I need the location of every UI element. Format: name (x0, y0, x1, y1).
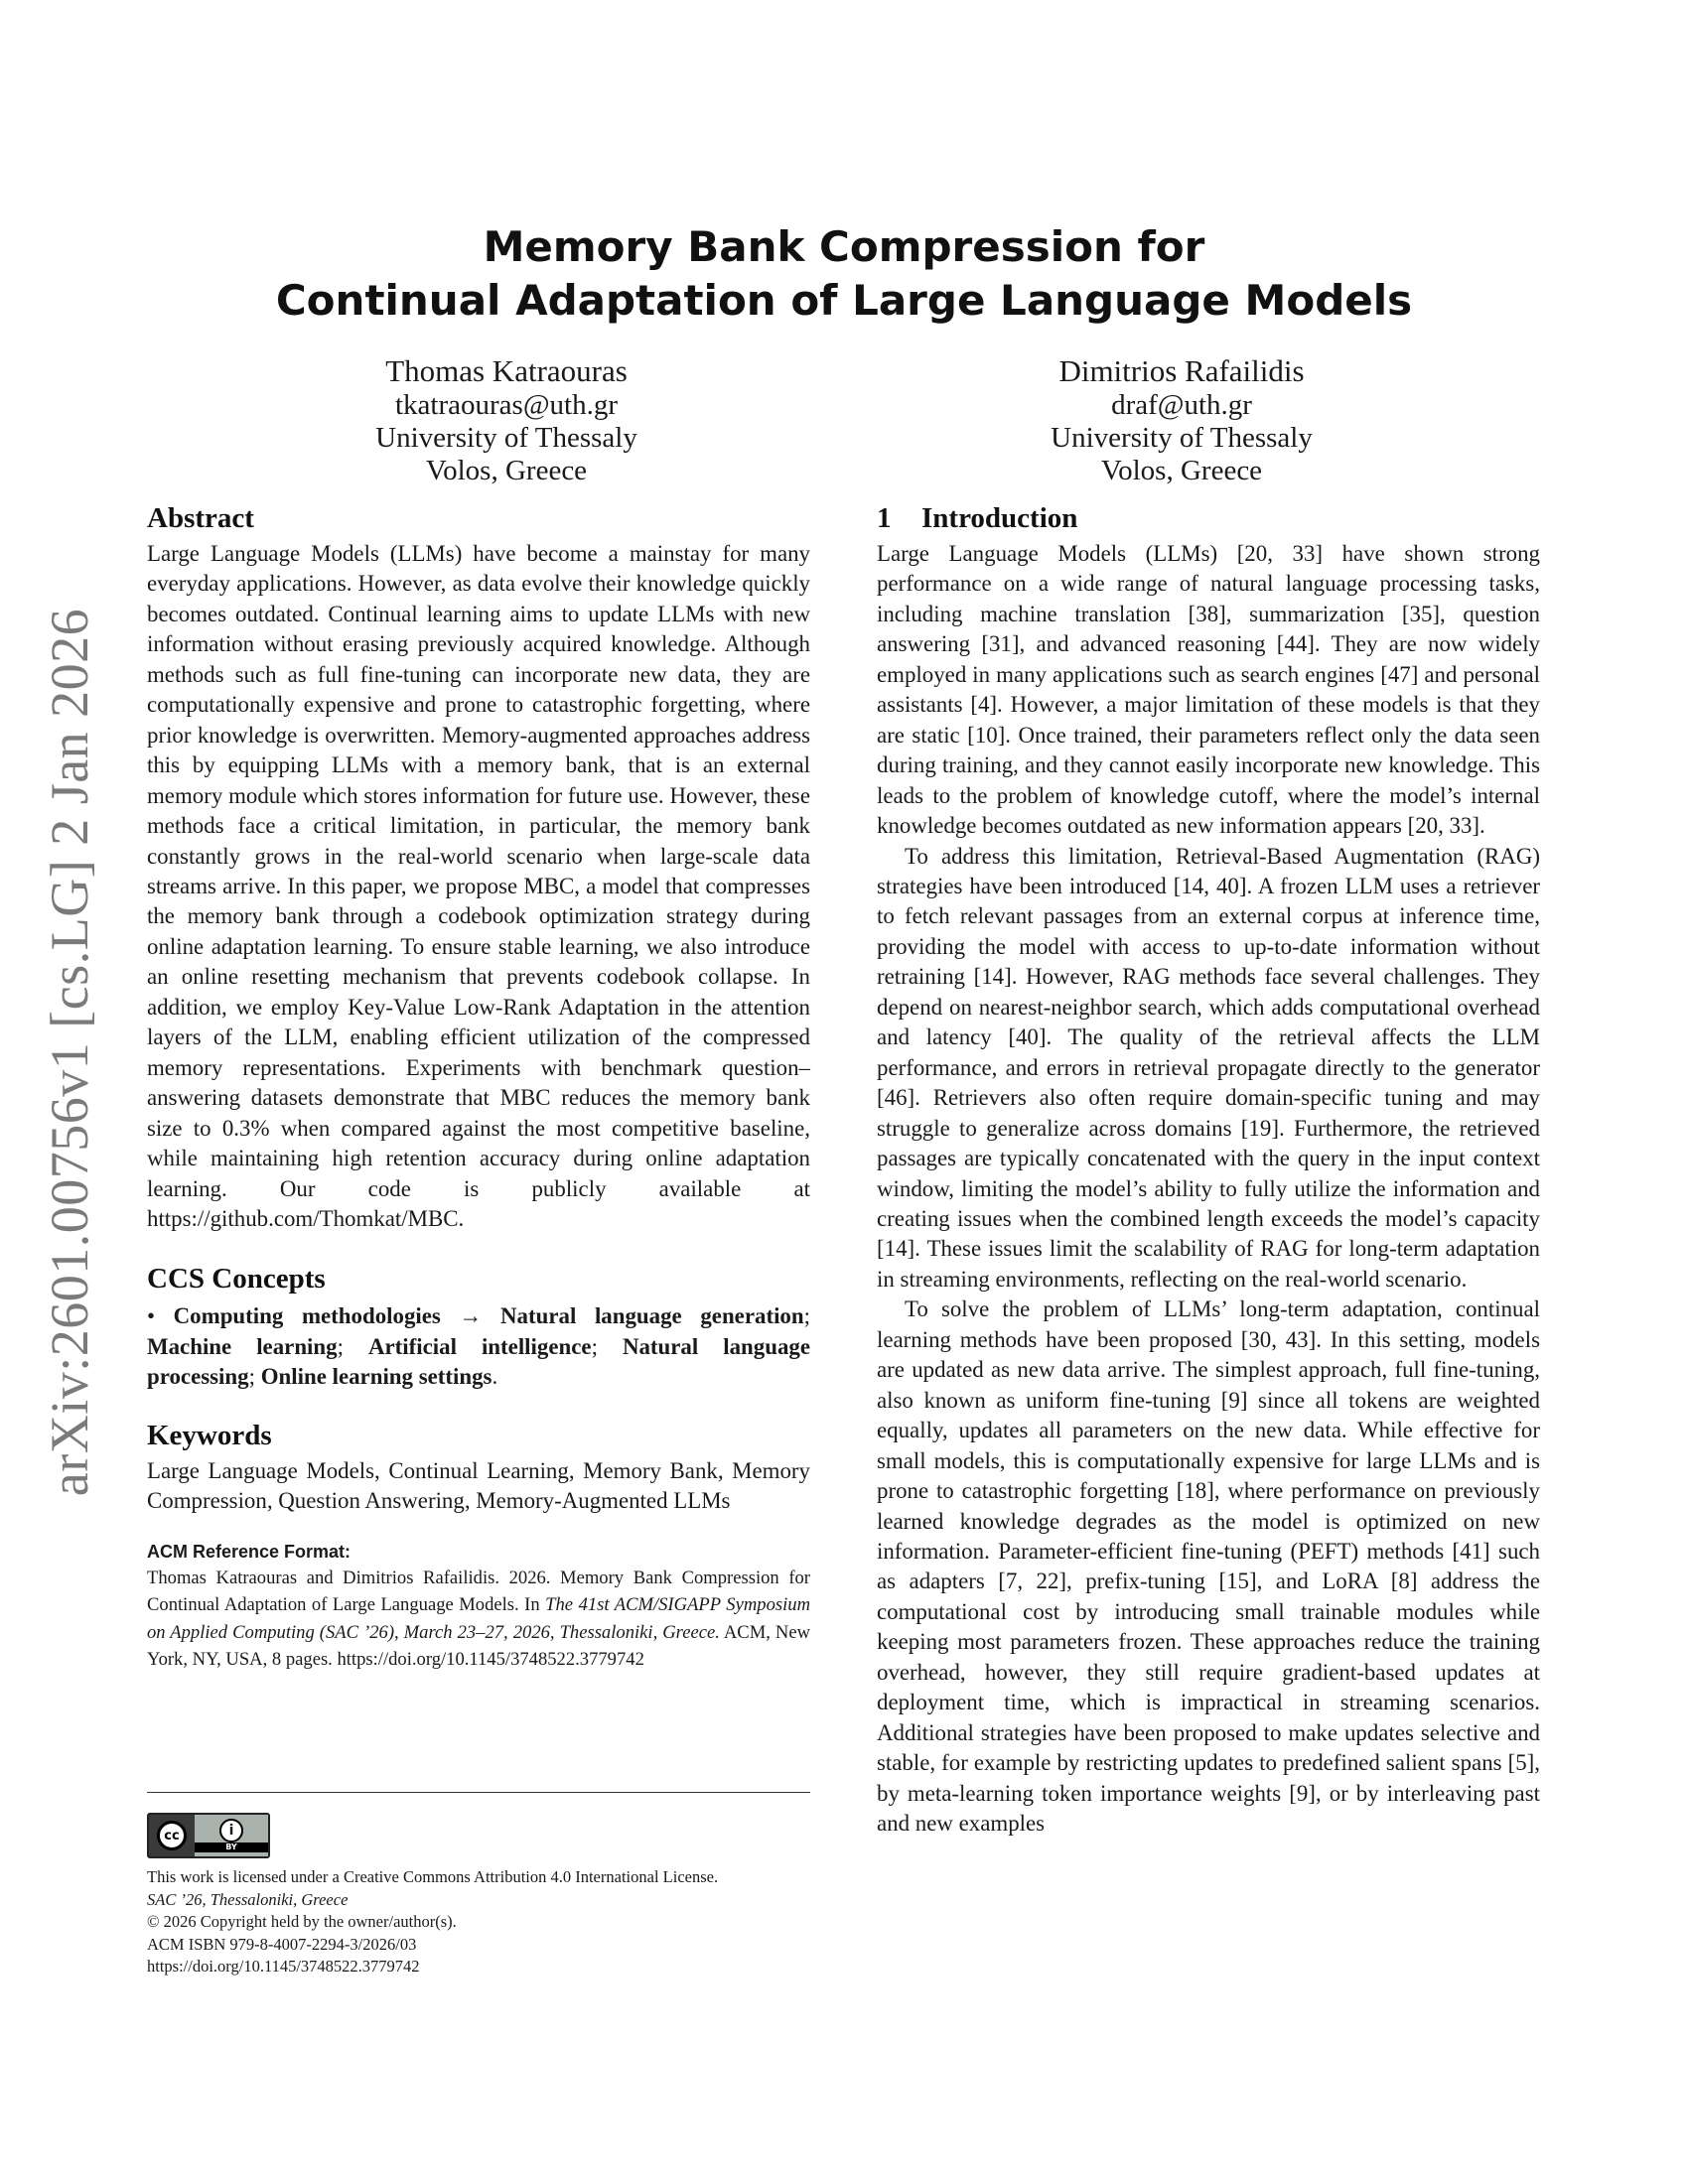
isbn-line: ACM ISBN 979-8-4007-2294-3/2026/03 (147, 1934, 417, 1954)
ccs-concept: Artificial intelligence (367, 1333, 592, 1359)
intro-paragraph-1: Large Language Models (LLMs) [20, 33] have shown strong performance on a wide range of natural language processing tasks, including machine translation [38], summarization [35], question answering [31], and advanced reasoning [44]. They are now widely employed in many applications such as search engines [47] and personal assistants [4]. However, a major limitation of these models is that they are static [10]. Once trained, their parameters reflect only the data seen during training, and they cannot easily incorporate new knowledge. This leads to the problem of knowledge cutoff, where the model’s internal knowledge becomes outdated as new information appears [20, 33]. (877, 541, 1540, 839)
author-email[interactable]: draf@uth.gr (1111, 389, 1252, 421)
cc-icon: cc (157, 1821, 187, 1850)
ccs-concept: Computing methodologies (173, 1303, 441, 1329)
cc-by-license-badge[interactable] (147, 1813, 270, 1858)
doi-link[interactable]: https://doi.org/10.1145/3748522.3779742 (147, 1957, 420, 1976)
footnote-divider (147, 1792, 810, 1793)
author-affiliation: University of Thessaly (1051, 422, 1313, 454)
abstract-text: Large Language Models (LLMs) have become a mainstay for many everyday applications. However, as data evolve their knowledge quickly becomes outdated. Continual learning aims to update LLMs with new information without erasing previously acquired knowledge. Although methods such as full fine-tuning can incorporate new data, they are computationally expensive and prone to catastrophic forgetting, where prior knowledge is overwritten. Memory-augmented approaches address this by equipping LLMs with a memory bank, that is an external memory module which stores information for future use. However, these methods face a critical limitation, in particular, the memory bank constantly grows in the real-world scenario when large-scale data streams arrive. In this paper, we propose MBC, a model that compresses the memory bank through a codebook optimization strategy during online adaptation learning. To ensure stable learning, we also introduce an online resetting mechanism that prevents codebook collapse. In addition, we employ Key-Value Low-Rank Adaptation in the attention layers of the LLM, enabling efficient utilization of the compressed memory representations. Experiments with benchmark question–answering datasets demonstrate that MBC reduces the memory bank size to 0.3% when compared against the most competitive baseline, while maintaining high retention accuracy during online adaptation learning. Our code is publicly available at https://github.com/Thomkat/MBC. (147, 541, 810, 1231)
license-line: This work is licensed under a Creative Commons Attribution 4.0 International License. (147, 1867, 719, 1886)
keywords-text: Large Language Models, Continual Learning, Memory Bank, Memory Compression, Question Answering, Memory-Augmented LLMs (147, 1457, 810, 1514)
ccs-concept: Natural language generation (500, 1303, 804, 1329)
keywords-heading: Keywords (147, 1419, 272, 1451)
ccs-concepts: • Computing methodologies → Natural language generation; Machine learning; Artificial intelligence; Natural language processing; Online learning settings. (147, 1303, 810, 1390)
left-column (147, 501, 810, 1674)
paper-title (149, 220, 1539, 328)
ccs-heading: CCS Concepts (147, 1263, 326, 1296)
right-column (877, 501, 1540, 1839)
section-title: Introduction (921, 502, 1078, 534)
intro-paragraph-3: To solve the problem of LLMs’ long-term adaptation, continual learning methods have been proposed [30, 43]. In this setting, models are updated as new data arrive. The simplest approach, full fine-tuning, also known as uniform fine-tuning [9] since all tokens are weighted equally, updates all parameters on the new data. While effective for small models, this is computationally expensive for large LLMs and is prone to catastrophic forgetting [18], where performance on previously learned knowledge degrades as the model is optimized on new information. Parameter-efficient fine-tuning (PEFT) methods [41] such as adapters [7, 22], prefix-tuning [15], and LoRA [8] address the computational cost by introducing small trainable modules while keeping most parameters frozen. These approaches reduce the training overhead, however, they still require gradient-based updates at deployment time, which is impractical in streaming scenarios. Additional strategies have been proposed to make updates selective and stable, for example by restricting updates to predefined salient spans [5], by meta-learning token importance weights [9], or by interleaving past and new examples (877, 1297, 1540, 1837)
section-heading (877, 501, 1540, 535)
section-number: 1 (877, 502, 892, 534)
author-name: Dimitrios Rafailidis (1058, 353, 1305, 388)
title-line-1: Memory Bank Compression for (483, 222, 1205, 271)
ccs-concept: Machine learning (147, 1333, 338, 1359)
license-footnote (147, 1866, 842, 1979)
ccs-concept: Natural language processing (147, 1333, 810, 1390)
author-location: Volos, Greece (1100, 455, 1263, 486)
author-block-2 (834, 353, 1529, 487)
author-location: Volos, Greece (425, 455, 588, 486)
author-affiliation: University of Thessaly (375, 422, 637, 454)
abstract-heading: Abstract (147, 502, 254, 534)
conference-line: SAC ’26, Thessaloniki, Greece (147, 1889, 349, 1909)
acm-reference-heading: ACM Reference Format: (147, 1541, 352, 1562)
author-name: Thomas Katraouras (385, 353, 628, 388)
author-block-1 (159, 353, 854, 487)
ccs-arrow: → (459, 1303, 483, 1329)
title-line-2: Continual Adaptation of Large Language Models (275, 276, 1413, 325)
intro-paragraph-2: To address this limitation, Retrieval-Based Augmentation (RAG) strategies have been introduced [14, 40]. A frozen LLM uses a retriever to fetch relevant passages from an external corpus at inference time, providing the model with access to up-to-date information without retraining [14]. However, RAG methods face several challenges. They depend on nearest-neighbor search, which adds computational overhead and latency [40]. The quality of the retrieval affects the LLM performance, and errors in retrieval propagate directly to the generator [46]. Retrievers also often require domain-specific tuning and may struggle to generalize across domains [19]. Furthermore, the retrieved passages are typically concatenated with the query in the input context window, limiting the model’s ability to fully utilize the information and creating issues when the combined length exceeds the model’s capacity [14]. These issues limit the scalability of RAG for long-term adaptation in streaming environments, reflecting on the real-world scenario. (877, 843, 1540, 1292)
author-email[interactable]: tkatraouras@uth.gr (395, 389, 618, 421)
attribution-person-icon: i (219, 1819, 243, 1843)
copyright-line: © 2026 Copyright held by the owner/author(s). (147, 1912, 457, 1931)
arxiv-identifier-stamp: arXiv:2601.00756v1 [cs.LG] 2 Jan 2026 (40, 608, 99, 1497)
ccs-bullet: • (147, 1303, 156, 1329)
by-label: BY (195, 1843, 268, 1852)
ccs-concept: Online learning settings (260, 1364, 492, 1390)
acm-reference-text: Thomas Katraouras and Dimitrios Rafailidis. 2026. Memory Bank Compression for Continual Adaptation of Large Language Models. In The 41st ACM/SIGAPP Symposium on Applied Computing (SAC ’26), March 23–27, 2026, Thessaloniki, Greece. ACM, New York, NY, USA, 8 pages. https://doi.org/10.1145/3748522.3779742 (147, 1567, 810, 1671)
acm-reference (147, 1539, 810, 1674)
